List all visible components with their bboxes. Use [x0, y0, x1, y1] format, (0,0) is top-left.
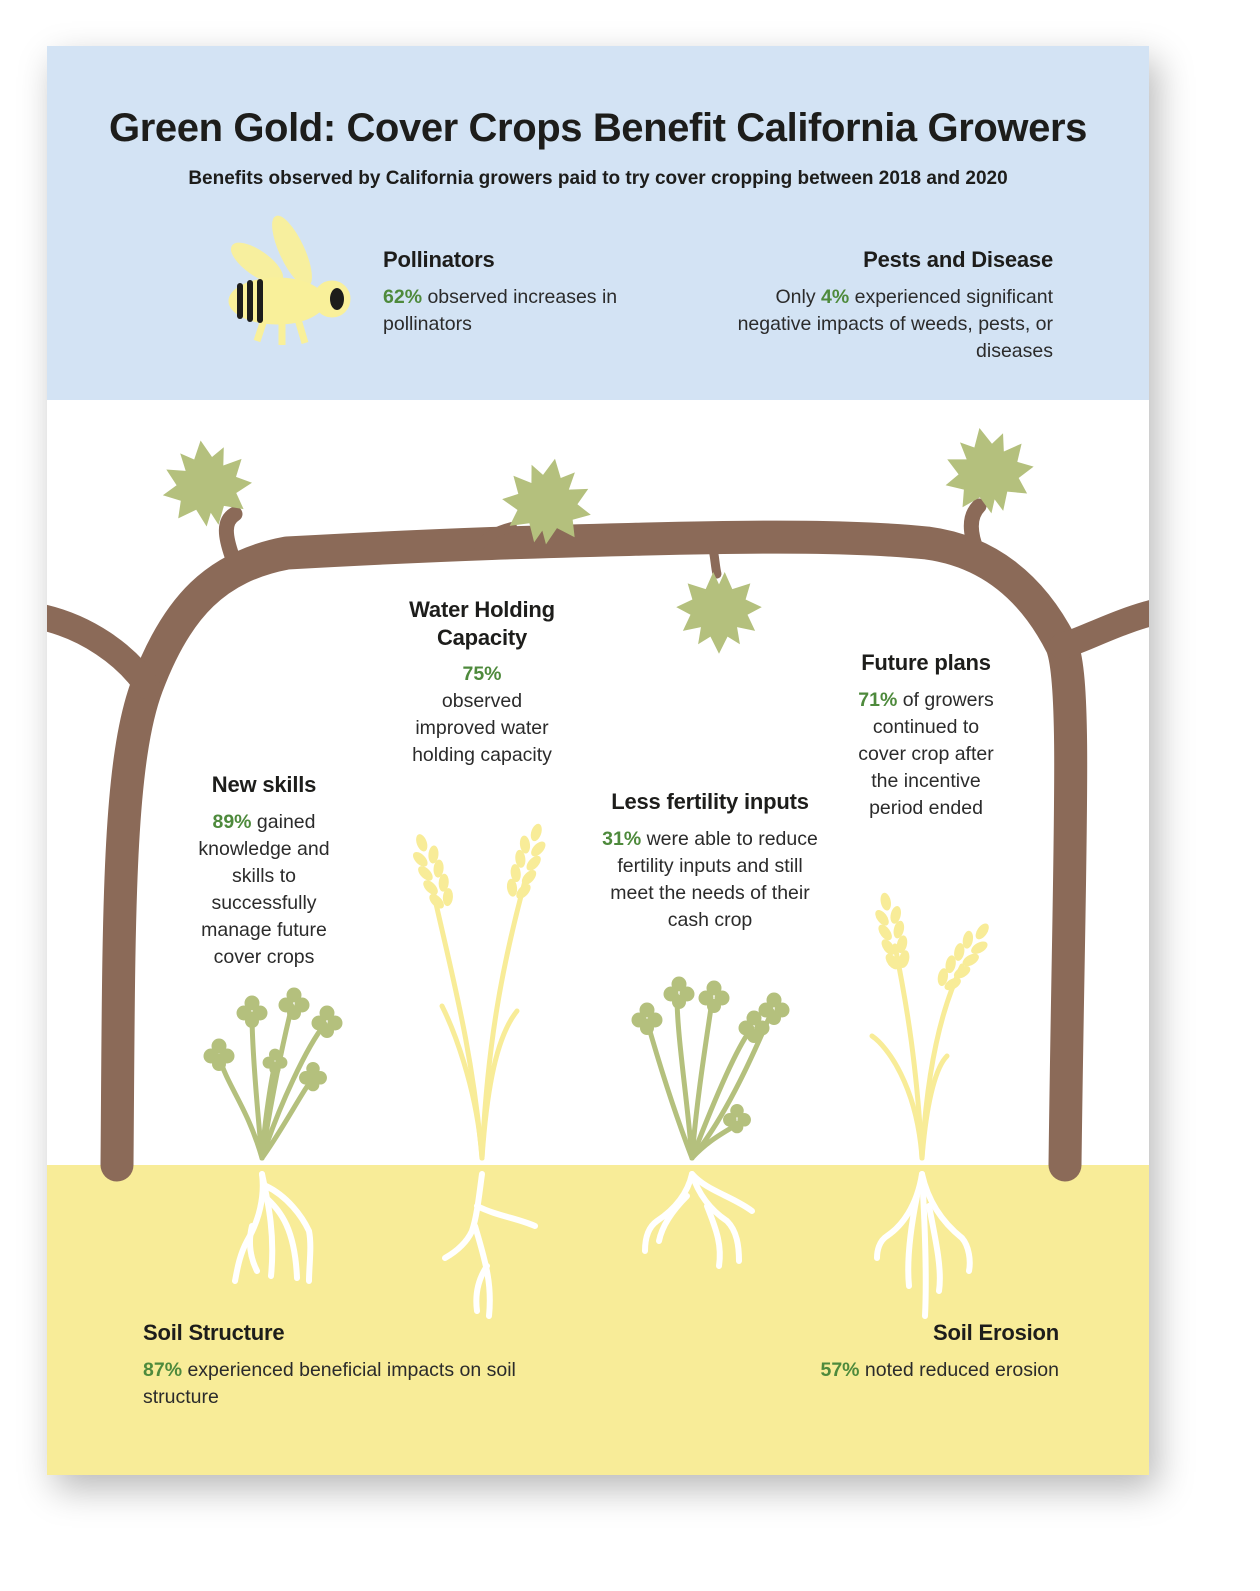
benefit-percent: 4% [821, 285, 850, 308]
benefit-text [383, 284, 683, 338]
benefit-description: gained knowledge and skills to successfully manage future cover crops [198, 810, 330, 968]
benefit-heading: Future plans [861, 650, 991, 675]
benefit-heading: Soil Structure [143, 1320, 285, 1345]
bee-icon [226, 211, 350, 345]
benefit-percent: 57% [820, 1358, 860, 1381]
page-title: Green Gold: Cover Crops Benefit California Growers [109, 106, 1087, 150]
benefit-description: observed increases in pollinators [383, 285, 618, 335]
benefit-description: observed improved water holding capacity [412, 690, 552, 766]
benefit-description: noted reduced erosion [859, 1358, 1059, 1381]
benefit-water-holding-capacity [402, 596, 562, 769]
benefit-prefix: Only [775, 285, 822, 308]
benefit-future-plans [851, 649, 1001, 822]
benefit-text [851, 687, 1001, 822]
benefit-percent: 62% [383, 285, 423, 308]
benefit-description: experienced significant negative impacts of weeds, pests, or diseases [737, 285, 1053, 362]
benefit-text [143, 1357, 543, 1411]
benefit-heading: Water Holding Capacity [409, 597, 555, 650]
benefit-description: of growers continued to cover crop after the incentive period ended [858, 688, 994, 819]
benefit-text [402, 661, 562, 769]
benefit-percent: 31% [602, 827, 642, 850]
benefit-heading: Pollinators [383, 247, 495, 272]
benefit-heading: New skills [211, 772, 317, 797]
benefit-pollinators [383, 246, 683, 338]
benefit-percent: 71% [858, 688, 898, 711]
benefit-text [184, 809, 344, 971]
benefit-new-skills [184, 771, 344, 971]
benefit-percent: 89% [212, 810, 252, 833]
benefit-text [697, 1357, 1059, 1384]
benefit-soil-structure [143, 1319, 543, 1411]
benefit-pests-and-disease [717, 246, 1053, 365]
benefit-heading: Pests and Disease [863, 247, 1053, 272]
benefit-description: experienced beneficial impacts on soil structure [143, 1358, 516, 1408]
benefit-heading: Soil Erosion [933, 1320, 1059, 1345]
benefit-soil-erosion [697, 1319, 1059, 1384]
infographic [47, 46, 1149, 1475]
roots-icon [235, 1174, 970, 1316]
benefit-text [717, 284, 1053, 365]
benefit-description: were able to reduce fertility inputs and still meet the needs of their cash crop [610, 827, 818, 931]
benefit-heading: Less fertility inputs [611, 789, 809, 814]
benefit-less-fertility-inputs [600, 788, 820, 934]
page-subtitle: Benefits observed by California growers paid to try cover cropping between 2018 and 2020 [188, 168, 1008, 189]
benefit-percent: 75% [462, 663, 502, 685]
benefit-percent: 87% [143, 1358, 183, 1381]
benefit-text [600, 826, 820, 934]
